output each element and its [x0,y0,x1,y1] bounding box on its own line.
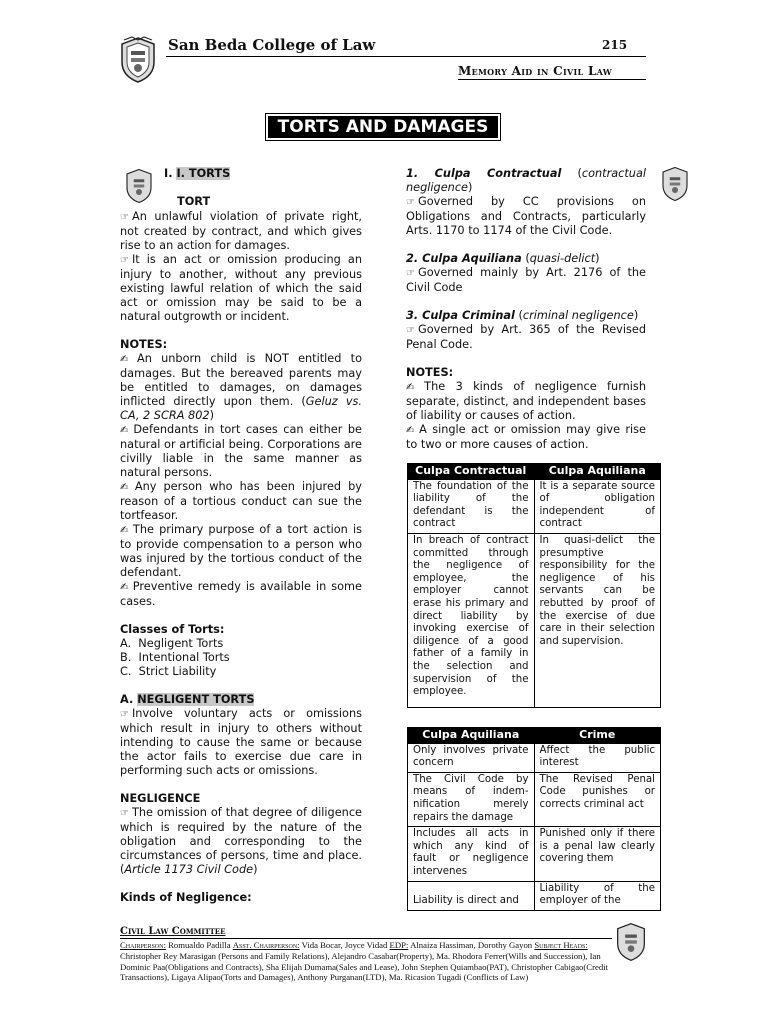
aquiliana-vs-crime-table [407,727,661,911]
table-row [408,743,661,772]
kind-text: ☞ Governed mainly by Art. 2176 of the Civil Code [406,266,646,294]
writing-hand-icon: ✍ [120,354,135,365]
class-item: B. Intentional Torts [120,651,230,664]
negligent-torts-heading: A. NEGLIGENT TORTS [120,693,255,706]
table-cell: The foundation of the liability of the defendant is the contract [408,479,535,533]
footer-committee: Civil Law Committee [120,926,226,937]
table-cell: The Revised Penal Code punishes or corrects criminal act [534,772,661,826]
negligence-definition: ☞ The omission of that degree of diligence which is required by the nature of the obligation and corresponding to the circumstances of persons, time and place. (Article 1173 Civil Code) [120,806,362,876]
kind-culpa-contractual: 1. Culpa Contractual (contractual negligence) [406,167,647,194]
table-row [408,479,661,533]
left-column [120,210,362,905]
writing-hand-icon: ✍ [120,525,130,536]
table-cell: Punished only if there is a penal law clearly covering them [534,827,661,881]
writing-hand-icon: ✍ [120,582,130,593]
kind-culpa-criminal: 3. Culpa Criminal (criminal negligence) [406,309,639,322]
kinds-heading: Kinds of Negligence: [120,891,252,904]
table-row [408,827,661,881]
table-header: Culpa Aquiliana [408,728,535,744]
table-header: Crime [534,728,661,744]
table-cell: The Civil Code by means of indem-nification merely repairs the damage [408,772,535,826]
notes-heading: NOTES: [406,366,454,379]
table-row [408,772,661,826]
writing-hand-icon: ✍ [406,382,422,393]
kind-culpa-aquiliana: 2. Culpa Aquiliana (quasi-delict) [406,252,600,265]
san-beda-seal-icon [660,166,690,202]
pointing-hand-icon: ☞ [120,212,129,223]
page-number: 215 [602,38,628,52]
table-cell: Affect the public interest [534,743,661,772]
section-heading-torts: I. I. TORTS [164,167,231,180]
pointing-hand-icon: ☞ [120,808,129,819]
writing-hand-icon: ✍ [120,482,132,493]
san-beda-seal-icon [124,168,154,204]
class-item: A. Negligent Torts [120,637,224,650]
page-title: TORTS AND DAMAGES [268,116,498,138]
footer-credits: Chairperson: Romualdo Padilla Asst. Chairperson: Vida Bocar, Joyce Vidad EDP: Alnaiza Hassiman, Dorothy Gayon Subject Heads: Christopher Rey Marasigan (Persons and Family Relations), Alejandro Casabar(Property), Ma. Rhodora Ferrer(Wills and Succession), Ian Dominic Paa(Obligations and Contracts), Sha Elijah Dumama(Sales and Lease), John Stephen Quiambao(PAT), Christopher Cabigao(Credit Transactions), Ligaya Alipao(Torts and Damages), Anthony Purganan(LTD), Ma. Ricasion Tugadi (Conflicts of Law) [120,940,611,983]
table-cell: It is a separate source of obligation independent of contract [534,479,661,533]
note-item: ✍ The primary purpose of a tort action is to provide compensation to a person who was injured by the tortious conduct of the defendant. [120,523,362,579]
note-item: ✍ The 3 kinds of negligence furnish separate, distinct, and independent bases of liability or causes of action. [406,380,646,422]
table-cell: In breach of contract committed through the negligence of employee, the employer cannot erase his primary and direct liability by invoking exercise of diligence of a good father of a family in the selection and supervision of the employee. [408,533,535,707]
pointing-hand-icon: ☞ [120,255,129,266]
san-beda-seal-icon [614,922,648,962]
writing-hand-icon: ✍ [406,425,417,436]
kind-text: ☞ Governed by CC provisions on Obligations and Contracts, particularly Arts. 1170 to 1174 of the Civil Code. [406,195,646,237]
table-cell: Liability of the employer of the [534,881,661,910]
tort-heading: TORT [177,195,211,208]
table-cell: Includes all acts in which any kind of fault or negligence intervenes [408,827,535,881]
pointing-hand-icon: ☞ [406,325,415,336]
classes-heading: Classes of Torts: [120,623,225,636]
negligence-heading: NEGLIGENCE [120,792,201,805]
note-item: ✍ Any person who has been injured by reason of a tortious conduct can sue the tortfeasor. [120,480,362,522]
class-item: C. Strict Liability [120,665,217,678]
footer-rule [120,938,612,939]
pointing-hand-icon: ☞ [406,268,415,279]
note-item: ✍ Defendants in tort cases can either be natural or artificial being. Corporations are civilly liable in the same manner as natural persons. [120,423,362,479]
table-row [408,881,661,910]
right-column [406,167,646,452]
note-item: ✍ A single act or omission may give rise to two or more causes of action. [406,423,646,451]
writing-hand-icon: ✍ [120,425,131,436]
table-cell: Liability is direct and [408,881,535,910]
pointing-hand-icon: ☞ [406,197,415,208]
table-row [408,533,661,707]
pointing-hand-icon: ☞ [120,709,129,720]
negligent-torts-text: ☞ Involve voluntary acts or omissions which result in injury to others without intending to cause the same or because the actor fails to exercise due care in performing such acts or omissions. [120,707,362,777]
san-beda-seal-icon [118,36,158,84]
note-item: ✍ Preventive remedy is available in some cases. [120,580,362,608]
tort-definition: ☞ An unlawful violation of private right, not created by contract, and which gives rise to an action for damages. [120,210,362,252]
note-item: ✍ An unborn child is NOT entitled to damages. But the bereaved parents may be entitled to damages, on damages inflicted directly upon them. (Geluz vs. CA, 2 SCRA 802) [120,352,362,422]
table-cell: In quasi-delict the presumptive responsibility for the negligence of his servants can be rebutted by proof of the exercise of due care in their selection and supervision. [534,533,661,707]
tort-definition-2: ☞ It is an act or omission producing an injury to another, without any previous existing lawful relation of which the said act or omission may be said to be a natural outgrowth or incident. [120,253,362,323]
college-name: San Beda College of Law [168,36,376,54]
kind-text: ☞ Governed by Art. 365 of the Revised Penal Code. [406,323,646,351]
table-header: Culpa Aquiliana [534,464,661,480]
table-header: Culpa Contractual [408,464,535,480]
contractual-vs-aquiliana-table [407,463,661,708]
table-cell: Only involves private concern [408,743,535,772]
header-rule [166,56,646,57]
subtitle-rule [458,79,646,80]
memory-aid-subtitle: Memory Aid in Civil Law [458,64,613,78]
notes-heading: NOTES: [120,338,168,351]
